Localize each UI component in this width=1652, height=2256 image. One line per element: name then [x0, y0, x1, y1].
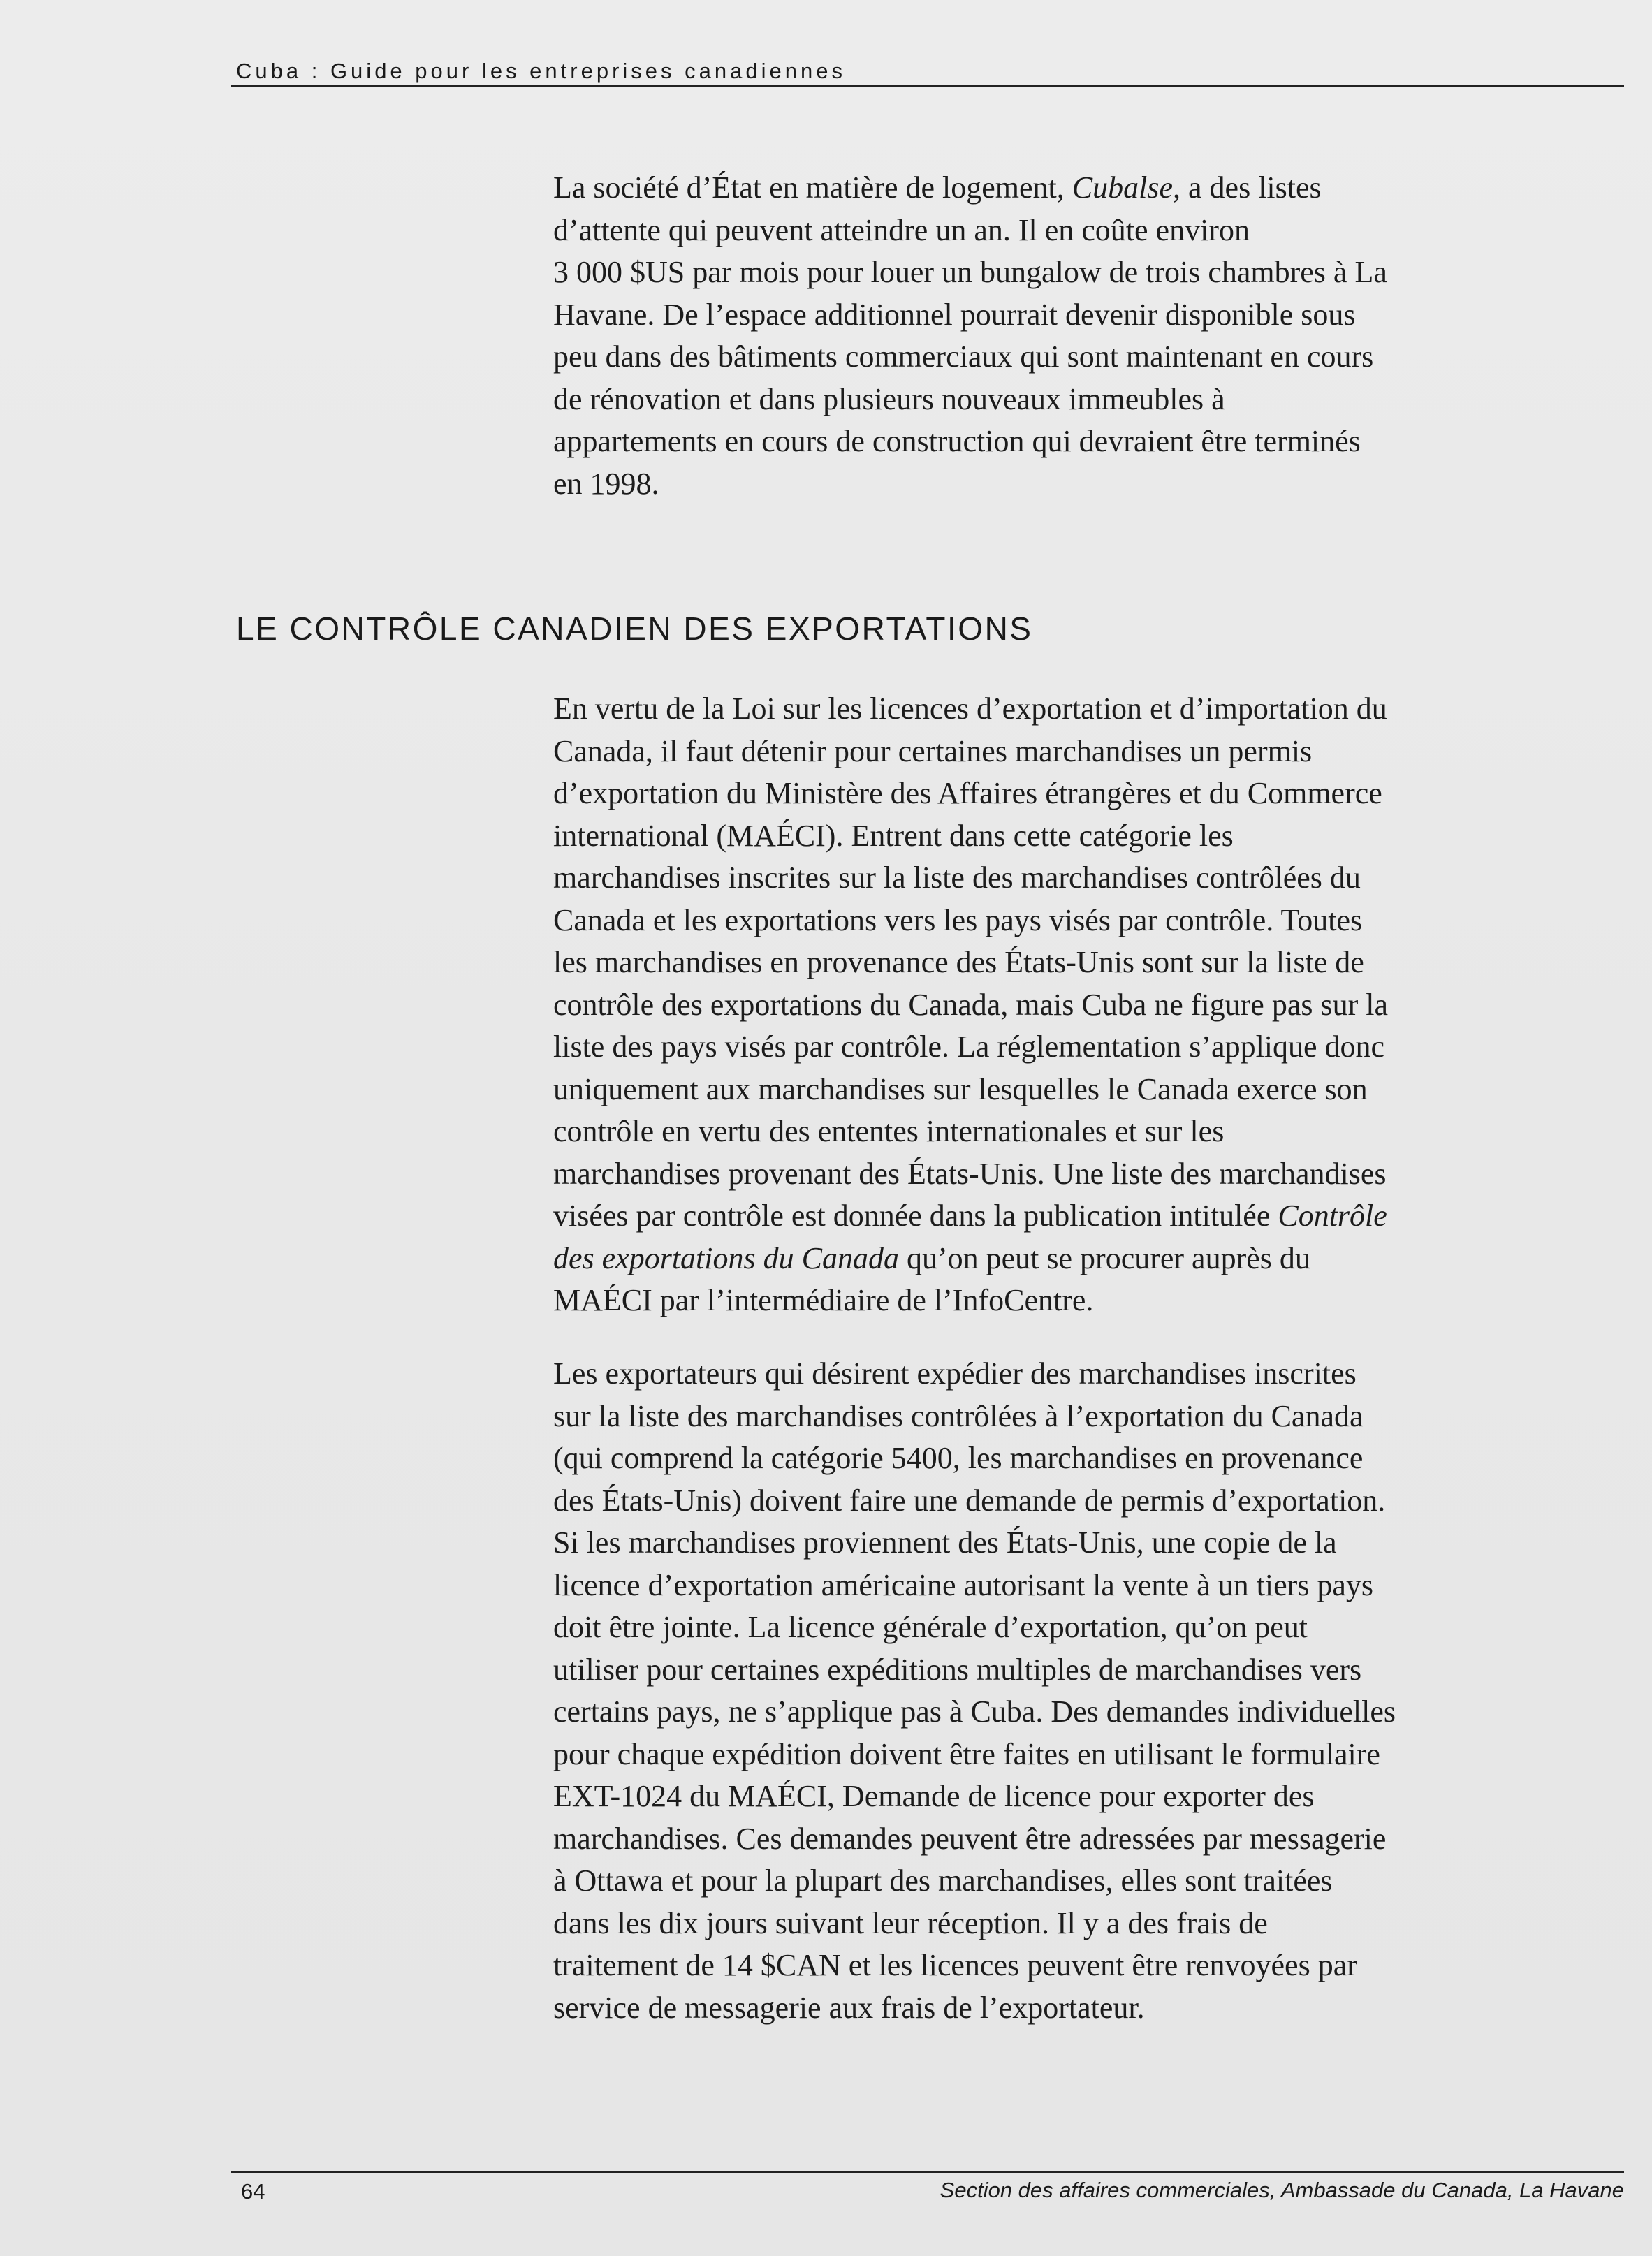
text-fragment: La société d’État en matière de logement,: [553, 170, 1072, 205]
text-line: marchandises provenant des États-Unis. Une liste des marchandises: [553, 1156, 1387, 1191]
text-line: [553, 1238, 1524, 1280]
italic-title: Contrôle: [1278, 1199, 1387, 1233]
paragraph-exporters: [553, 1353, 1524, 2029]
text-line: En vertu de la Loi sur les licences d’exportation et d’importation du: [553, 691, 1387, 726]
paragraph-export-permits: [553, 688, 1524, 1322]
text-line: international (MAÉCI). Entrent dans cette catégorie les: [553, 818, 1234, 853]
text-line: Havane. De l’espace additionnel pourrait devenir disponible sous: [553, 297, 1356, 332]
text-line: d’exportation du Ministère des Affaires étrangères et du Commerce: [553, 776, 1382, 810]
text-line: liste des pays visés par contrôle. La réglementation s’applique donc: [553, 1030, 1385, 1064]
running-header: Cuba : Guide pour les entreprises canadiennes: [236, 59, 846, 83]
text-line: uniquement aux marchandises sur lesquelles le Canada exerce son: [553, 1071, 1368, 1106]
text-fragment: visées par contrôle est donnée dans la publication intitulée: [553, 1199, 1278, 1233]
paragraph-housing: [553, 167, 1524, 505]
text-fragment: qu’on peut se procurer auprès du: [898, 1240, 1310, 1275]
footer-source: Section des affaires commerciales, Ambassade du Canada, La Havane: [940, 2178, 1624, 2202]
text-line: Si les marchandises proviennent des États-Unis, une copie de la: [553, 1525, 1337, 1560]
text-line: d’attente qui peuvent atteindre un an. Il en coûte environ: [553, 212, 1250, 247]
text-line: utiliser pour certaines expéditions multiples de marchandises vers: [553, 1652, 1362, 1687]
text-line: contrôle en vertu des ententes internationales et sur les: [553, 1114, 1225, 1148]
text-line: marchandises. Ces demandes peuvent être adressées par messagerie: [553, 1821, 1387, 1856]
section-heading: LE CONTRÔLE CANADIEN DES EXPORTATIONS: [236, 610, 1033, 647]
text-line: [553, 1195, 1524, 1238]
text-line: EXT-1024 du MAÉCI, Demande de licence pour exporter des: [553, 1779, 1315, 1813]
page-number: 64: [241, 2179, 265, 2204]
text-line: MAÉCI par l’intermédiaire de l’InfoCentre.: [553, 1283, 1094, 1317]
text-line: à Ottawa et pour la plupart des marchandises, elles sont traitées: [553, 1863, 1333, 1898]
text-line: des États-Unis) doivent faire une demande de permis d’exportation.: [553, 1483, 1386, 1518]
footer-rule: [231, 2171, 1624, 2173]
text-line: appartements en cours de construction qui devraient être terminés: [553, 424, 1361, 458]
text-line: service de messagerie aux frais de l’exportateur.: [553, 1990, 1145, 2025]
text-line: contrôle des exportations du Canada, mais Cuba ne figure pas sur la: [553, 987, 1389, 1022]
header-rule: [231, 85, 1624, 87]
text-line: marchandises inscrites sur la liste des marchandises contrôlées du: [553, 860, 1361, 895]
text-fragment: , a des listes: [1173, 170, 1322, 205]
text-line: en 1998.: [553, 466, 659, 501]
text-line: 3 000 $US par mois pour louer un bungalow de trois chambres à La: [553, 255, 1387, 289]
italic-title: Cubalse: [1072, 170, 1174, 205]
text-line: (qui comprend la catégorie 5400, les marchandises en provenance: [553, 1441, 1364, 1475]
text-line: doit être jointe. La licence générale d’exportation, qu’on peut: [553, 1610, 1308, 1644]
italic-title: des exportations du Canada: [553, 1240, 899, 1275]
text-line: licence d’exportation américaine autorisant la vente à un tiers pays: [553, 1567, 1374, 1602]
text-line: certains pays, ne s’applique pas à Cuba. Des demandes individuelles: [553, 1694, 1396, 1729]
text-line: pour chaque expédition doivent être faites en utilisant le formulaire: [553, 1736, 1380, 1771]
text-line: peu dans des bâtiments commerciaux qui sont maintenant en cours: [553, 339, 1374, 374]
text-line: les marchandises en provenance des États-Unis sont sur la liste de: [553, 945, 1364, 979]
text-line: sur la liste des marchandises contrôlées à l’exportation du Canada: [553, 1398, 1364, 1433]
text-line: Canada, il faut détenir pour certaines marchandises un permis: [553, 733, 1313, 768]
text-line: Les exportateurs qui désirent expédier des marchandises inscrites: [553, 1356, 1357, 1391]
text-line: de rénovation et dans plusieurs nouveaux immeubles à: [553, 381, 1225, 416]
text-line: Canada et les exportations vers les pays visés par contrôle. Toutes: [553, 902, 1363, 937]
text-line: [553, 167, 1524, 210]
text-line: dans les dix jours suivant leur réception. Il y a des frais de: [553, 1905, 1268, 1940]
text-line: traitement de 14 $CAN et les licences peuvent être renvoyées par: [553, 1948, 1357, 1982]
